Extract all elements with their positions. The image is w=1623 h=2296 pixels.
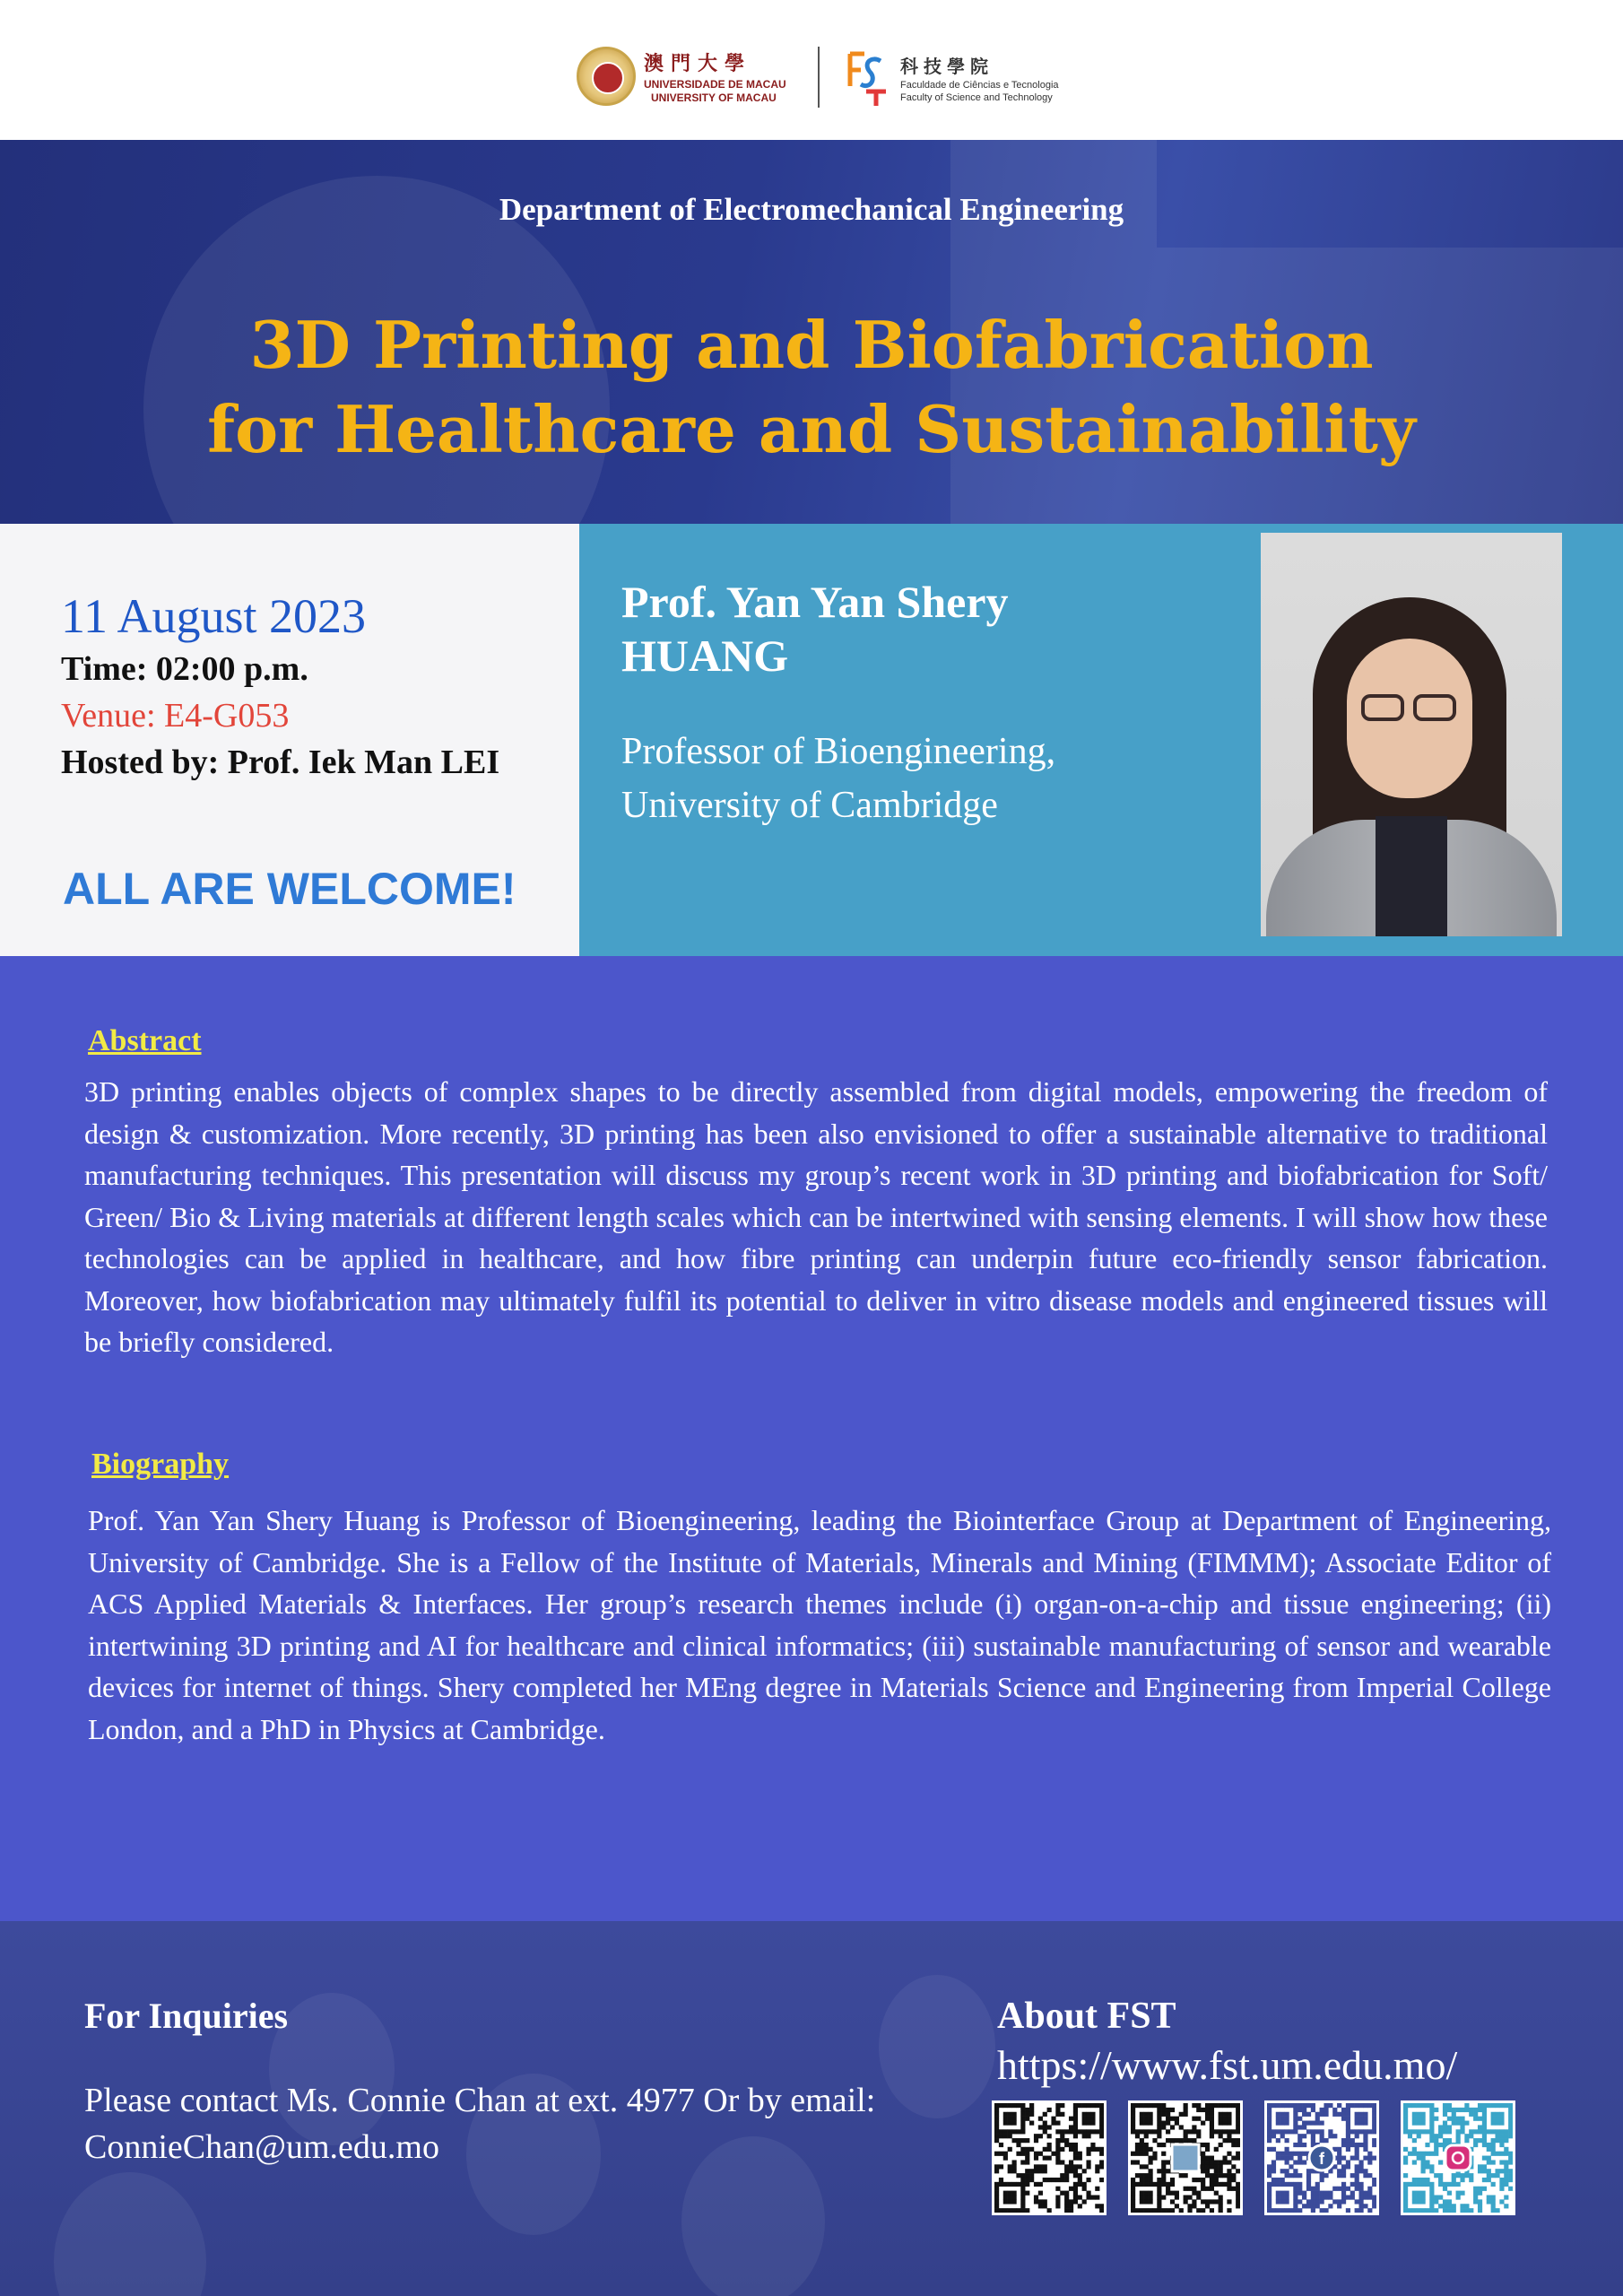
title-banner <box>0 140 1623 524</box>
um-seal-center <box>592 62 624 94</box>
audience-bg <box>681 2136 825 2296</box>
speaker-name-line1: Prof. Yan Yan Shery <box>621 577 1009 627</box>
inquiries-email[interactable]: ConnieChan@um.edu.mo <box>84 2128 439 2166</box>
inquiries-heading: For Inquiries <box>84 1996 289 2036</box>
um-seal-icon <box>577 47 636 106</box>
photo-shirt <box>1376 816 1447 936</box>
photo-glasses-right <box>1413 694 1456 721</box>
audience-bg <box>54 2172 206 2296</box>
talk-title-line2: for Healthcare and Sustainability <box>207 391 1416 467</box>
qr-code-instagram-icon <box>1401 2100 1515 2215</box>
event-time: Time: 02:00 p.m. <box>61 650 308 688</box>
svg-text:f: f <box>1319 2150 1324 2168</box>
speaker-panel <box>579 524 1623 956</box>
fst-logo-icon <box>846 50 888 108</box>
event-date: 11 August 2023 <box>61 589 367 643</box>
welcome-banner: ALL ARE WELCOME! <box>63 864 516 914</box>
audience-bg <box>879 1975 995 2118</box>
photo-glasses-left <box>1361 694 1404 721</box>
talk-title-line1: 3D Printing and Biofabrication <box>249 307 1374 383</box>
abstract-heading: Abstract <box>88 1024 202 1057</box>
department-name: Department of Electromechanical Engineering <box>499 192 1124 227</box>
fst-website-link[interactable]: https://www.fst.um.edu.mo/ <box>997 2042 1458 2088</box>
event-info-panel <box>0 524 579 956</box>
biography-text: Prof. Yan Yan Shery Huang is Professor of Bioengineering, leading the Biointerface Group at Department of Engineering, University of Cambridge. She is a Fellow of the Institute of Materials, Minerals and Mining (FIMMM); Associate Editor of ACS Applied Materials & Interfaces. Her group’s research themes include (i) organ-on-a-chip and tissue engineering; (ii) intertwining 3D printing and AI for healthcare and clinical informatics; (iii) sustainable manufacturing of sensor and wearable devices for internet of things. Shery completed her MEng degree in Materials Science and Engineering from Imperial College London, and a PhD in Physics at Cambridge. <box>88 1504 1551 1745</box>
event-venue: Venue: E4-G053 <box>61 697 290 735</box>
logo-bar <box>0 0 1623 140</box>
inquiries-contact: Please contact Ms. Connie Chan at ext. 4977 Or by email: <box>84 2082 876 2119</box>
qr-code-icon <box>992 2100 1107 2215</box>
speaker-position-line2: University of Cambridge <box>621 785 998 826</box>
speaker-photo <box>1261 533 1562 936</box>
qr-code-facebook-icon <box>1264 2100 1379 2215</box>
logo-divider <box>818 47 820 108</box>
building-wing-bg <box>1157 248 1623 524</box>
about-fst-heading: About FST <box>997 1996 1176 2037</box>
um-name-cn: 澳門大學 <box>644 53 752 75</box>
fst-name-pt: Faculdade de Ciências e Tecnologia <box>900 80 1059 91</box>
speaker-position-line1: Professor of Bioengineering, <box>621 731 1056 772</box>
abstract-text: 3D printing enables objects of complex shapes to be directly assembled from digital models, empowering the freedom of design & customization. More recently, 3D printing has been also envisioned to offer a sustainable alternative to traditional manufacturing techniques. This presentation will discuss my group’s recent work in 3D printing and biofabrication for Soft/ Green/ Bio & Living materials at different length scales which can be intertwined with sensing elements. I will show how these technologies can be applied in healthcare, and how fibre printing can underpin future eco-friendly sensor fabrication. Moreover, how biofabrication may ultimately fulfil its potential to deliver in vitro disease models and engineered tissues will be briefly considered. <box>84 1075 1548 1358</box>
um-name-en: UNIVERSITY OF MACAU <box>651 91 777 104</box>
speaker-name-line2: HUANG <box>621 631 789 681</box>
footer <box>0 1921 1623 2296</box>
qr-code-wechat-icon <box>1128 2100 1243 2215</box>
fst-name-cn: 科技學院 <box>900 56 994 77</box>
um-name-pt: UNIVERSIDADE DE MACAU <box>644 78 786 91</box>
event-host: Hosted by: Prof. Iek Man LEI <box>61 744 500 781</box>
fst-name-en: Faculty of Science and Technology <box>900 92 1053 103</box>
biography-heading: Biography <box>91 1448 230 1481</box>
content-section <box>0 956 1623 1921</box>
